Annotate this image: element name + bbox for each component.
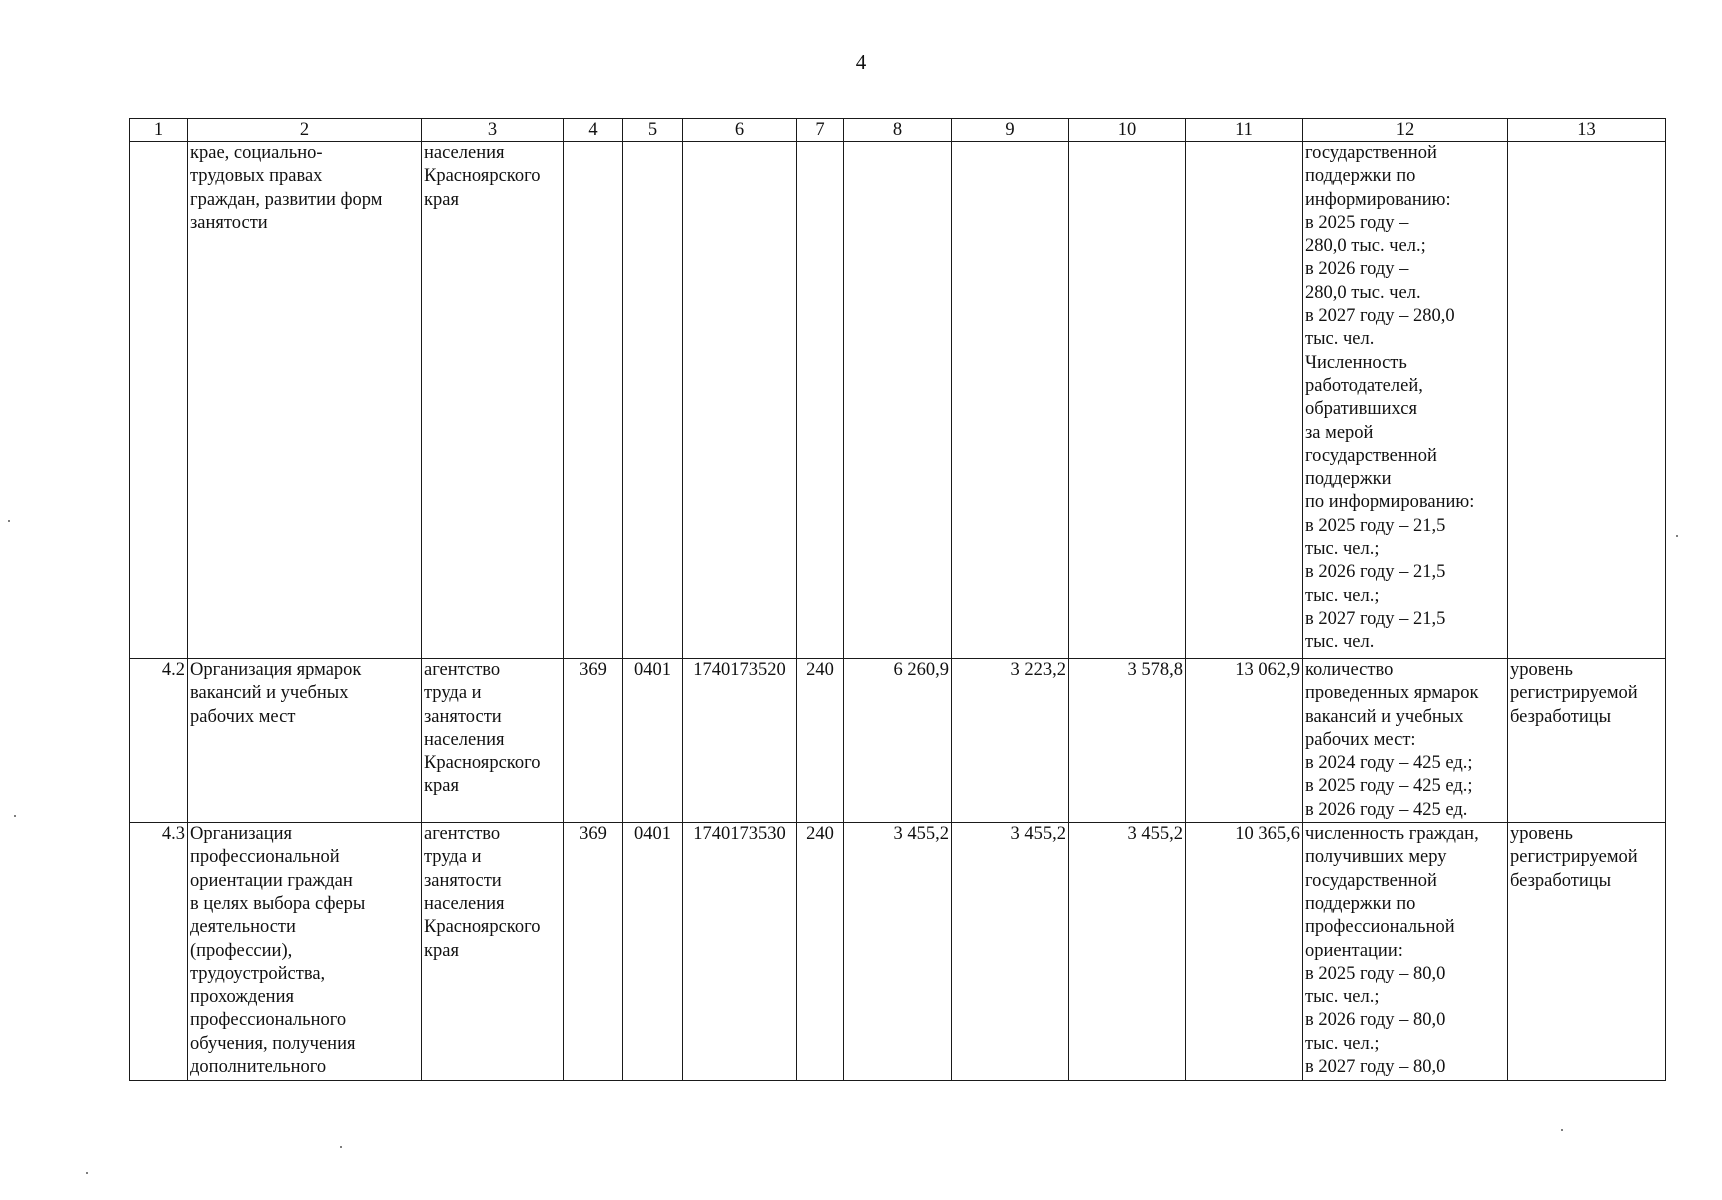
expense-type-code: 240 [797,823,844,1081]
row-number: 4.2 [130,659,188,823]
expected-result: численность граждан, получивших меру государственной поддержки по профессиональной ориентации: в 2025 году – 80,0 тыс. чел.; в 2026 году – 80,0 тыс. чел.; в 2027 году – 80,0 [1303,823,1508,1081]
measure-name: Организация профессиональной ориентации граждан в целях выбора сферы деятельности (профессии), трудоустройства, прохождения профессионального обучения, получения дополнительного [188,823,422,1081]
section-code: 0401 [623,659,683,823]
indicator: уровень регистрируемой безработицы [1508,659,1666,823]
scan-speck [1561,1129,1563,1131]
scan-speck [14,815,16,817]
amount-total [1186,142,1303,659]
grbs-code [564,142,623,659]
column-header-1: 1 [130,119,188,142]
amount-2025 [844,142,952,659]
amount-2027: 3 578,8 [1069,659,1186,823]
column-header-7: 7 [797,119,844,142]
column-header-12: 12 [1303,119,1508,142]
expected-result: количество проведенных ярмарок вакансий и учебных рабочих мест: в 2024 году – 425 ед.; в 2025 году – 425 ед.; в 2026 году – 425 ед. [1303,659,1508,823]
target-article-code [683,142,797,659]
column-header-13: 13 [1508,119,1666,142]
target-article-code: 1740173530 [683,823,797,1081]
amount-total: 10 365,6 [1186,823,1303,1081]
grbs-code: 369 [564,659,623,823]
row-number: 4.3 [130,823,188,1081]
expected-result: государственной поддержки по информированию: в 2025 году – 280,0 тыс. чел.; в 2026 году – 280,0 тыс. чел. в 2027 году – 280,0 тыс. чел. Численность работодателей, обратившихся за мерой государственной поддержки по информированию: в 2025 году – 21,5 тыс. чел.; в 2026 году – 21,5 тыс. чел.; в 2027 году – 21,5 тыс. чел. [1303,142,1508,659]
header-row [130,119,1666,142]
table-row-4-2 [130,659,1666,823]
amount-2025: 3 455,2 [844,823,952,1081]
column-header-9: 9 [952,119,1069,142]
measure-name: крае, социально- трудовых правах граждан, развитии форм занятости [188,142,422,659]
amount-2027: 3 455,2 [1069,823,1186,1081]
section-code: 0401 [623,823,683,1081]
amount-total: 13 062,9 [1186,659,1303,823]
column-header-11: 11 [1186,119,1303,142]
responsible-agency: агентство труда и занятости населения Красноярского края [422,659,564,823]
amount-2027 [1069,142,1186,659]
expense-type-code [797,142,844,659]
column-header-6: 6 [683,119,797,142]
indicator: уровень регистрируемой безработицы [1508,823,1666,1081]
indicator [1508,142,1666,659]
page-number: 4 [855,50,867,74]
table-row-4-3 [130,823,1666,1081]
row-number [130,142,188,659]
table-row-continuation [130,142,1666,659]
responsible-agency: агентство труда и занятости населения Красноярского края [422,823,564,1081]
amount-2026: 3 455,2 [952,823,1069,1081]
responsible-agency: населения Красноярского края [422,142,564,659]
section-code [623,142,683,659]
column-header-3: 3 [422,119,564,142]
scan-speck [1676,535,1678,537]
scan-speck [86,1172,88,1174]
amount-2025: 6 260,9 [844,659,952,823]
expense-type-code: 240 [797,659,844,823]
grbs-code: 369 [564,823,623,1081]
document-table [129,118,1666,1081]
column-header-4: 4 [564,119,623,142]
column-header-10: 10 [1069,119,1186,142]
column-header-2: 2 [188,119,422,142]
column-header-8: 8 [844,119,952,142]
target-article-code: 1740173520 [683,659,797,823]
scan-speck [8,520,10,522]
amount-2026 [952,142,1069,659]
amount-2026: 3 223,2 [952,659,1069,823]
scan-speck [340,1146,342,1148]
column-header-5: 5 [623,119,683,142]
measure-name: Организация ярмарок вакансий и учебных рабочих мест [188,659,422,823]
